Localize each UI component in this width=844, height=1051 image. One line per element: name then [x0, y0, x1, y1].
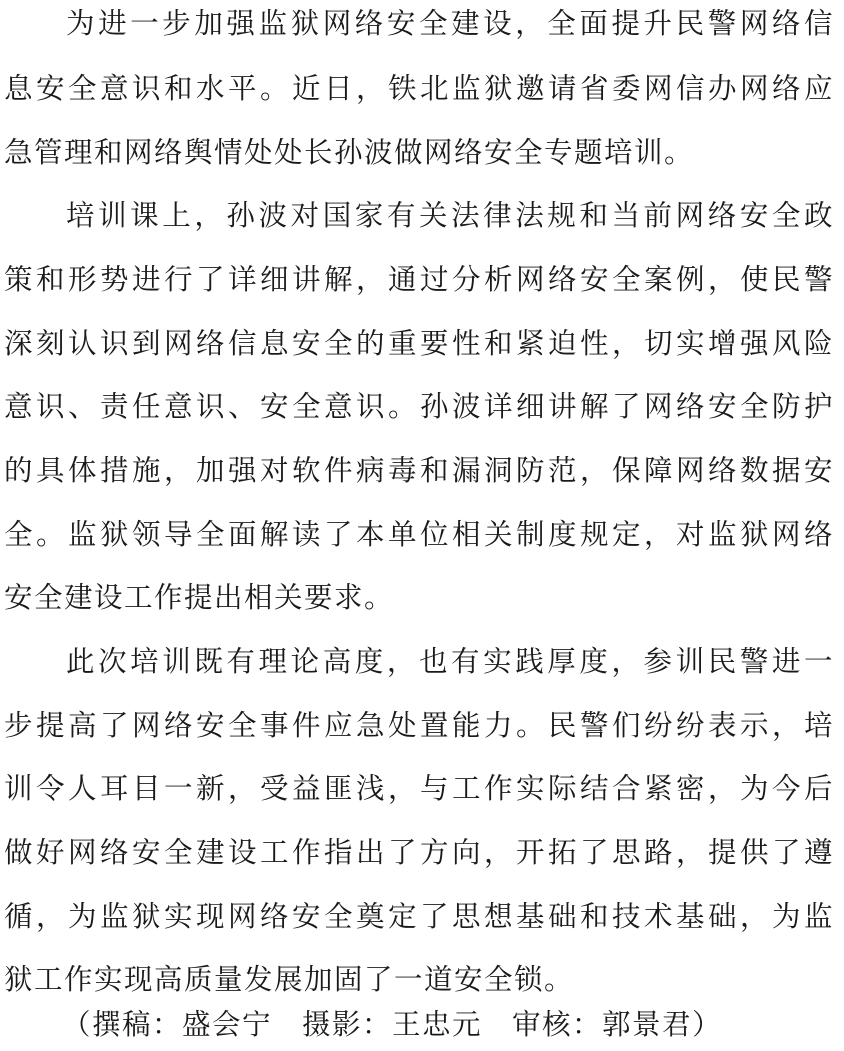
paragraph-2-line-3: 深刻认识到网络信息安全的重要性和紧迫性，切实增强风险: [4, 327, 834, 360]
credits-close-paren: ）: [692, 1008, 723, 1041]
paragraph-1-line-3: 急管理和网络舆情处处长孙波做网络安全专题培训。: [4, 136, 695, 169]
paragraph-3-line-5: 循，为监狱实现网络安全奠定了思想基础和技术基础，为监: [4, 900, 834, 933]
paragraph-1-line-2: 息安全意识和水平。近日，铁北监狱邀请省委网信办网络应: [4, 72, 834, 105]
paragraph-2-line-1: 培训课上，孙波对国家有关法律法规和当前网络安全政: [66, 199, 834, 232]
paragraph-2-line-7: 安全建设工作提出相关要求。: [4, 581, 395, 614]
paragraph-2-line-6: 全。监狱领导全面解读了本单位相关制度规定，对监狱网络: [4, 518, 834, 551]
paragraph-3-line-2: 步提高了网络安全事件应急处置能力。民警们纷纷表示，培: [4, 709, 834, 742]
article-credits: [62, 1005, 722, 1045]
credit-photographer: 摄影：王忠元: [302, 1008, 483, 1041]
paragraph-2-line-4: 意识、责任意识、安全意识。孙波详细讲解了网络安全防护: [4, 390, 834, 423]
paragraph-3-line-4: 做好网络安全建设工作指出了方向，开拓了思路，提供了遵: [4, 836, 834, 869]
paragraph-1-line-1: 为进一步加强监狱网络安全建设，全面提升民警网络信: [66, 7, 834, 40]
credit-writer: 撰稿：盛会宁: [92, 1008, 273, 1041]
credit-reviewer: 审核：郭景君: [512, 1008, 693, 1041]
paragraph-2-line-5: 的具体措施，加强对软件病毒和漏洞防范，保障网络数据安: [4, 454, 834, 487]
paragraph-3-line-1: 此次培训既有理论高度，也有实践厚度，参训民警进一: [66, 645, 834, 678]
paragraph-3-line-6: 狱工作实现高质量发展加固了一道安全锁。: [4, 963, 575, 996]
credits-open-paren: （: [62, 1008, 93, 1041]
paragraph-2-line-2: 策和形势进行了详细讲解，通过分析网络安全案例，使民警: [4, 263, 834, 296]
paragraph-3-line-3: 训令人耳目一新，受益匪浅，与工作实际结合紧密，为今后: [4, 772, 834, 805]
